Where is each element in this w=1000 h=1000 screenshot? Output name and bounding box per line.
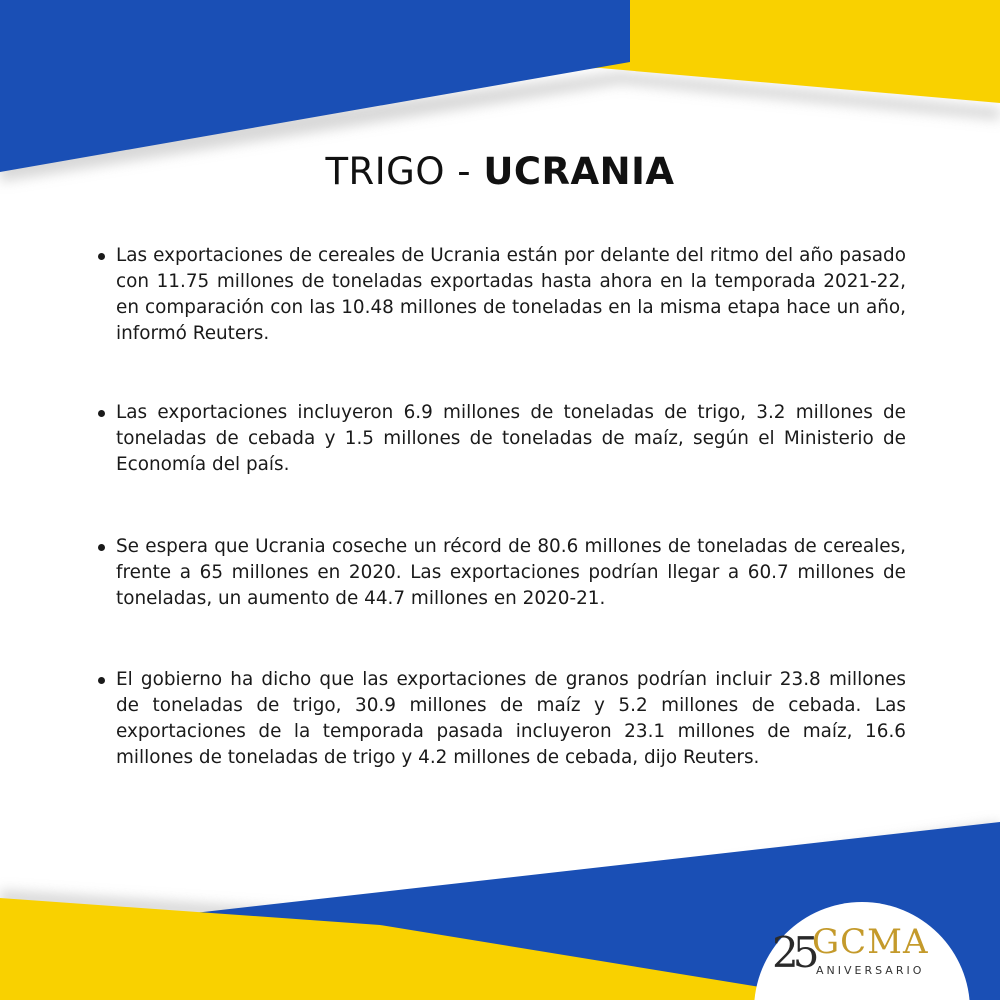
title-bold: UCRANIA	[483, 150, 675, 193]
bullet-dot-icon	[98, 410, 105, 417]
bullet-text: Se espera que Ucrania coseche un récord de 80.6 millones de toneladas de cereales, frente a 65 millones en 2020. Las exportaciones podrían llegar a 60.7 millones de toneladas, un aumento de 44.7 millones en 2020-21.	[116, 536, 906, 609]
bullet-item	[98, 534, 906, 612]
gcma-logo	[772, 922, 942, 982]
bullet-dot-icon	[98, 677, 105, 684]
bullet-dot-icon	[98, 253, 105, 260]
bullet-item	[98, 667, 906, 771]
bullet-dot-icon	[98, 544, 105, 551]
logo-number: 25	[772, 928, 814, 977]
bullet-item	[98, 243, 906, 347]
logo-subtitle: ANIVERSARIO	[816, 964, 925, 977]
bullet-text: El gobierno ha dicho que las exportaciones de granos podrían incluir 23.8 millones de toneladas de trigo, 30.9 millones de maíz y 5.2 millones de cebada. Las exportaciones de la temporada pasada incluyeron 23.1 millones de maíz, 16.6 millones de toneladas de trigo y 4.2 millones de cebada, dijo Reuters.	[116, 669, 906, 768]
bullet-text: Las exportaciones incluyeron 6.9 millones de toneladas de trigo, 3.2 millones de toneladas de cebada y 1.5 millones de toneladas de maíz, según el Ministerio de Economía del país.	[116, 402, 906, 475]
page-title	[0, 150, 1000, 193]
bullet-text: Las exportaciones de cereales de Ucrania están por delante del ritmo del año pasado con 11.75 millones de toneladas exportadas hasta ahora en la temporada 2021-22, en comparación con las 10.48 millones de toneladas en la misma etapa hace un año, informó Reuters.	[116, 245, 906, 344]
bullet-list	[98, 243, 906, 771]
title-light: TRIGO -	[325, 150, 484, 193]
bullet-item	[98, 400, 906, 478]
logo-brand: GCMA	[812, 922, 929, 962]
